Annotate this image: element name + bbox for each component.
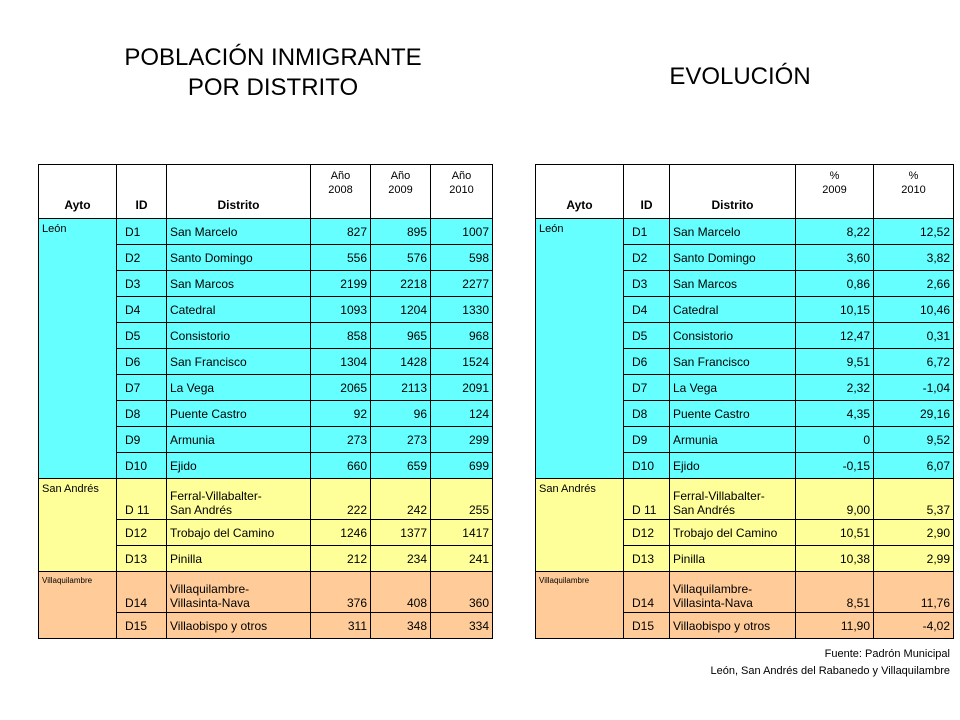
district-id-cell: D4 [117,297,167,323]
district-id-cell: D9 [624,427,670,453]
district-name-cell: Santo Domingo [670,245,796,271]
district-name-cell: Consistorio [167,323,311,349]
value-cell: 11,90 [796,613,874,639]
ayto-cell: Villaquilambre [536,572,624,639]
value-cell: 10,15 [796,297,874,323]
value-cell: 255 [431,479,493,520]
value-cell: 1246 [311,520,371,546]
district-id-cell: D10 [624,453,670,479]
district-id-cell: D5 [117,323,167,349]
value-cell: 2277 [431,271,493,297]
header-cell: % 2010 [874,165,954,219]
value-cell: 1093 [311,297,371,323]
value-cell: 2,90 [874,520,954,546]
value-cell: 2,32 [796,375,874,401]
district-id-cell: D14 [117,572,167,613]
value-cell: 2199 [311,271,371,297]
district-name-cell: Ejido [670,453,796,479]
district-name-cell: San Marcelo [167,219,311,245]
district-id-cell: D3 [624,271,670,297]
value-cell: 348 [371,613,431,639]
district-id-cell: D8 [624,401,670,427]
header-cell: Distrito [670,165,796,219]
source-line-1: Fuente: Padrón Municipal [824,648,950,660]
district-id-cell: D6 [624,349,670,375]
table-row [39,572,493,613]
value-cell: 598 [431,245,493,271]
value-cell: 576 [371,245,431,271]
value-cell: 895 [371,219,431,245]
value-cell: 408 [371,572,431,613]
district-name-cell: Catedral [167,297,311,323]
value-cell: -0,15 [796,453,874,479]
district-name-cell: San Marcos [670,271,796,297]
table-row [536,479,954,520]
header-cell: % 2009 [796,165,874,219]
header-cell: ID [117,165,167,219]
ayto-cell: León [536,219,624,479]
source-note [710,646,950,680]
value-cell: 5,37 [874,479,954,520]
table-row [39,479,493,520]
district-name-cell: Villaobispo y otros [167,613,311,639]
value-cell: 222 [311,479,371,520]
value-cell: 2218 [371,271,431,297]
value-cell: 12,47 [796,323,874,349]
value-cell: 2113 [371,375,431,401]
district-name-cell: La Vega [167,375,311,401]
value-cell: 2,66 [874,271,954,297]
district-name-cell: Armunia [167,427,311,453]
district-name-cell: Puente Castro [670,401,796,427]
value-cell: 0,86 [796,271,874,297]
value-cell: 6,72 [874,349,954,375]
district-id-cell: D10 [117,453,167,479]
value-cell: 3,82 [874,245,954,271]
value-cell: 311 [311,613,371,639]
value-cell: 699 [431,453,493,479]
value-cell: 827 [311,219,371,245]
value-cell: 29,16 [874,401,954,427]
value-cell: 10,38 [796,546,874,572]
value-cell: -1,04 [874,375,954,401]
value-cell: 92 [311,401,371,427]
value-cell: 334 [431,613,493,639]
district-id-cell: D7 [117,375,167,401]
table-row [536,219,954,245]
header-cell: Ayto [39,165,117,219]
value-cell: 234 [371,546,431,572]
table-row [536,572,954,613]
source-line-2: León, San Andrés del Rabanedo y Villaquilambre [710,665,950,677]
value-cell: 299 [431,427,493,453]
table-row [39,219,493,245]
value-cell: 1377 [371,520,431,546]
value-cell: 124 [431,401,493,427]
value-cell: 858 [311,323,371,349]
value-cell: 3,60 [796,245,874,271]
value-cell: 10,51 [796,520,874,546]
district-id-cell: D 11 [117,479,167,520]
value-cell: 9,00 [796,479,874,520]
value-cell: 10,46 [874,297,954,323]
value-cell: 556 [311,245,371,271]
district-name-cell: Santo Domingo [167,245,311,271]
ayto-cell: León [39,219,117,479]
ayto-cell: Villaquilambre [39,572,117,639]
value-cell: 1524 [431,349,493,375]
district-id-cell: D15 [624,613,670,639]
value-cell: 965 [371,323,431,349]
value-cell: 1417 [431,520,493,546]
evolution-title: EVOLUCIÓN [669,63,811,90]
value-cell: 12,52 [874,219,954,245]
district-id-cell: D9 [117,427,167,453]
district-id-cell: D13 [624,546,670,572]
header-cell: Ayto [536,165,624,219]
header-cell: Año 2008 [311,165,371,219]
value-cell: 376 [311,572,371,613]
district-name-cell: Pinilla [670,546,796,572]
district-name-cell: Armunia [670,427,796,453]
value-cell: 273 [311,427,371,453]
district-name-cell: Pinilla [167,546,311,572]
value-cell: 8,22 [796,219,874,245]
district-name-cell: Ferral-Villabalter- San Andrés [670,479,796,520]
value-cell: 11,76 [874,572,954,613]
district-name-cell: San Marcos [167,271,311,297]
value-cell: 1330 [431,297,493,323]
value-cell: 1007 [431,219,493,245]
value-cell: 0 [796,427,874,453]
district-name-cell: Catedral [670,297,796,323]
header-cell: Distrito [167,165,311,219]
value-cell: 9,51 [796,349,874,375]
value-cell: 1428 [371,349,431,375]
population-table [38,164,493,639]
district-id-cell: D1 [624,219,670,245]
district-name-cell: Consistorio [670,323,796,349]
value-cell: 360 [431,572,493,613]
value-cell: 2065 [311,375,371,401]
value-cell: 212 [311,546,371,572]
population-title: POBLACIÓN INMIGRANTE POR DISTRITO [124,44,422,101]
district-name-cell: San Francisco [670,349,796,375]
district-name-cell: Ferral-Villabalter- San Andrés [167,479,311,520]
district-name-cell: Puente Castro [167,401,311,427]
value-cell: 660 [311,453,371,479]
district-id-cell: D14 [624,572,670,613]
district-name-cell: Villaquilambre- Villasinta-Nava [670,572,796,613]
district-id-cell: D5 [624,323,670,349]
value-cell: 273 [371,427,431,453]
ayto-cell: San Andrés [536,479,624,572]
header-row [536,165,954,219]
district-id-cell: D8 [117,401,167,427]
district-id-cell: D 11 [624,479,670,520]
district-id-cell: D6 [117,349,167,375]
value-cell: 2091 [431,375,493,401]
value-cell: 96 [371,401,431,427]
value-cell: 242 [371,479,431,520]
district-name-cell: Villaquilambre- Villasinta-Nava [167,572,311,613]
district-id-cell: D12 [624,520,670,546]
district-name-cell: Ejido [167,453,311,479]
district-name-cell: Trobajo del Camino [167,520,311,546]
value-cell: 8,51 [796,572,874,613]
value-cell: -4,02 [874,613,954,639]
value-cell: 241 [431,546,493,572]
district-name-cell: La Vega [670,375,796,401]
value-cell: 2,99 [874,546,954,572]
value-cell: 968 [431,323,493,349]
district-id-cell: D15 [117,613,167,639]
value-cell: 1204 [371,297,431,323]
evolution-table [535,164,954,639]
value-cell: 9,52 [874,427,954,453]
district-id-cell: D2 [117,245,167,271]
district-id-cell: D1 [117,219,167,245]
header-row [39,165,493,219]
district-name-cell: Trobajo del Camino [670,520,796,546]
district-name-cell: Villaobispo y otros [670,613,796,639]
value-cell: 659 [371,453,431,479]
district-id-cell: D2 [624,245,670,271]
header-cell: ID [624,165,670,219]
district-name-cell: San Marcelo [670,219,796,245]
district-id-cell: D7 [624,375,670,401]
value-cell: 0,31 [874,323,954,349]
district-id-cell: D4 [624,297,670,323]
value-cell: 4,35 [796,401,874,427]
value-cell: 6,07 [874,453,954,479]
district-id-cell: D12 [117,520,167,546]
header-cell: Año 2010 [431,165,493,219]
district-id-cell: D3 [117,271,167,297]
value-cell: 1304 [311,349,371,375]
header-cell: Año 2009 [371,165,431,219]
ayto-cell: San Andrés [39,479,117,572]
district-name-cell: San Francisco [167,349,311,375]
district-id-cell: D13 [117,546,167,572]
